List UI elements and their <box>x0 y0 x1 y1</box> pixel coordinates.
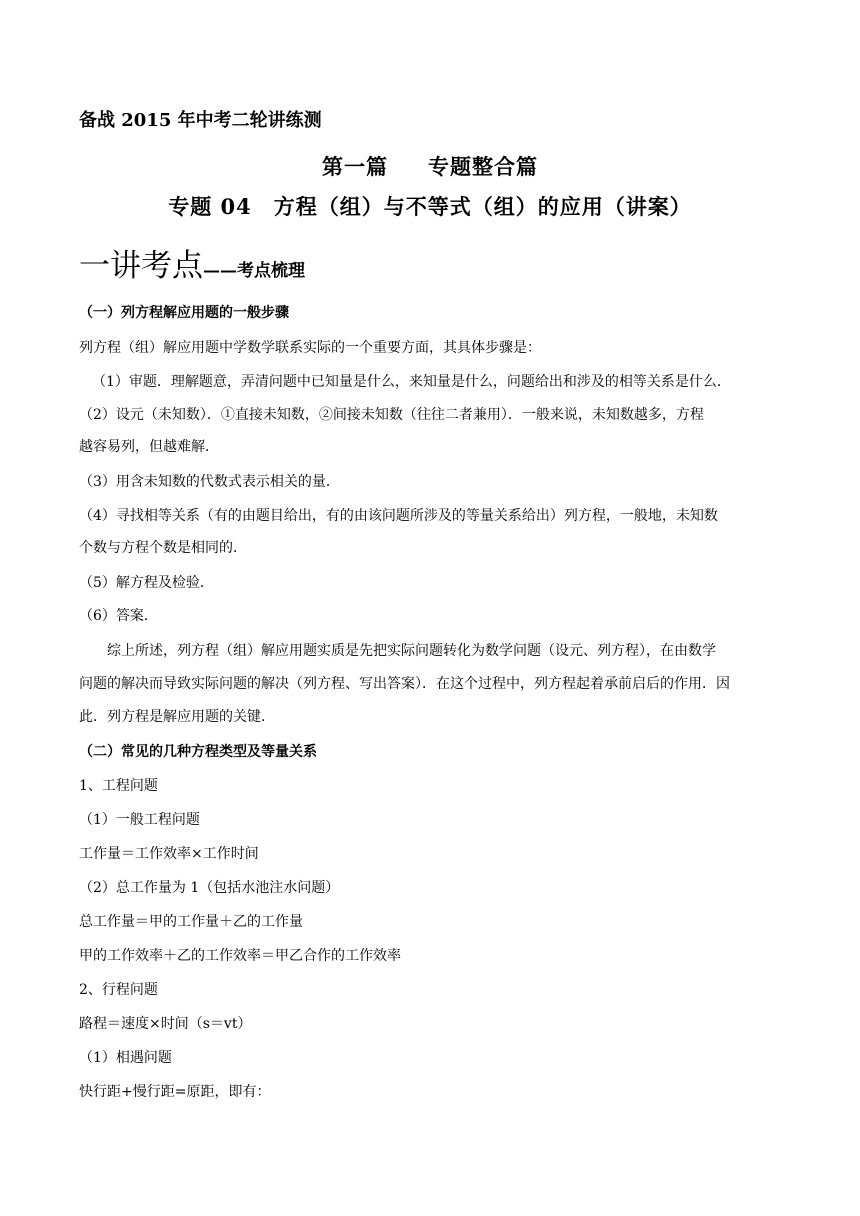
step-3: （3）用含未知数的代数式表示相关的量． <box>79 474 340 490</box>
step-2-line-2: 越容易列，但越难解． <box>79 439 219 455</box>
type-1-1-formula: 工作量＝工作效率×工作时间 <box>79 846 259 862</box>
subsection-heading-types: （二）常见的几种方程类型及等量关系 <box>79 744 317 760</box>
type-2-1-formula: 快行距+慢行距=原距，即有： <box>79 1084 271 1100</box>
topic-title-number: 专题 04 <box>168 194 252 219</box>
step-1: （1）审题．理解题意，弄清问题中已知量是什么，来知量是什么，问题给出和涉及的相等关系是什么． <box>92 374 731 390</box>
section-heading <box>79 240 305 285</box>
type-2-1-heading: （1）相遇问题 <box>79 1050 172 1066</box>
type-2-formula: 路程＝速度×时间（s＝vt） <box>79 1016 252 1032</box>
part-title <box>0 151 860 181</box>
part-title-name: 专题整合篇 <box>428 154 538 179</box>
section-heading-main: 一讲考点 <box>79 248 203 284</box>
section-heading-sub: ——考点梳理 <box>203 261 305 281</box>
step-2-line-1: （2）设元（未知数）．①直接未知数，②间接未知数（往往二者兼用）．一般来说，未知数越多，方程 <box>79 407 704 423</box>
type-1-1-heading: （1）一般工程问题 <box>79 812 200 828</box>
paragraph-intro: 列方程（组）解应用题中学数学联系实际的一个重要方面，其具体步骤是： <box>79 340 541 356</box>
step-4-line-1: （4）寻找相等关系（有的由题目给出，有的由该问题所涉及的等量关系给出）列方程，一般地，未知数 <box>79 508 718 524</box>
step-4-line-2: 个数与方程个数是相同的． <box>79 540 247 556</box>
summary-line-3: 此．列方程是解应用题的关键． <box>79 709 275 725</box>
summary-line-2: 问题的解决而导致实际问题的解决（列方程、写出答案）．在这个过程中，列方程起着承前启后的作用．因 <box>79 676 730 692</box>
type-2-heading: 2、行程问题 <box>79 982 158 998</box>
type-1-2-formula-2: 甲的工作效率＋乙的工作效率＝甲乙合作的工作效率 <box>79 948 401 964</box>
subsection-heading-steps: （一）列方程解应用题的一般步骤 <box>79 305 289 321</box>
type-1-2-heading: （2）总工作量为 1（包括水池注水问题） <box>79 880 340 896</box>
step-5: （5）解方程及检验． <box>79 575 214 591</box>
topic-title-name: 方程（组）与不等式（组）的应用（讲案） <box>273 194 692 219</box>
topic-title <box>0 191 860 221</box>
type-1-2-formula-1: 总工作量＝甲的工作量＋乙的工作量 <box>79 914 303 930</box>
type-1-heading: 1、工程问题 <box>79 778 158 794</box>
step-6: （6）答案． <box>79 608 158 624</box>
series-title: 备战 2015 年中考二轮讲练测 <box>79 110 322 131</box>
part-title-number: 第一篇 <box>322 154 388 179</box>
summary-line-1: 综上所述，列方程（组）解应用题实质是先把实际问题转化为数学问题（设元、列方程），在由数学 <box>107 643 716 659</box>
